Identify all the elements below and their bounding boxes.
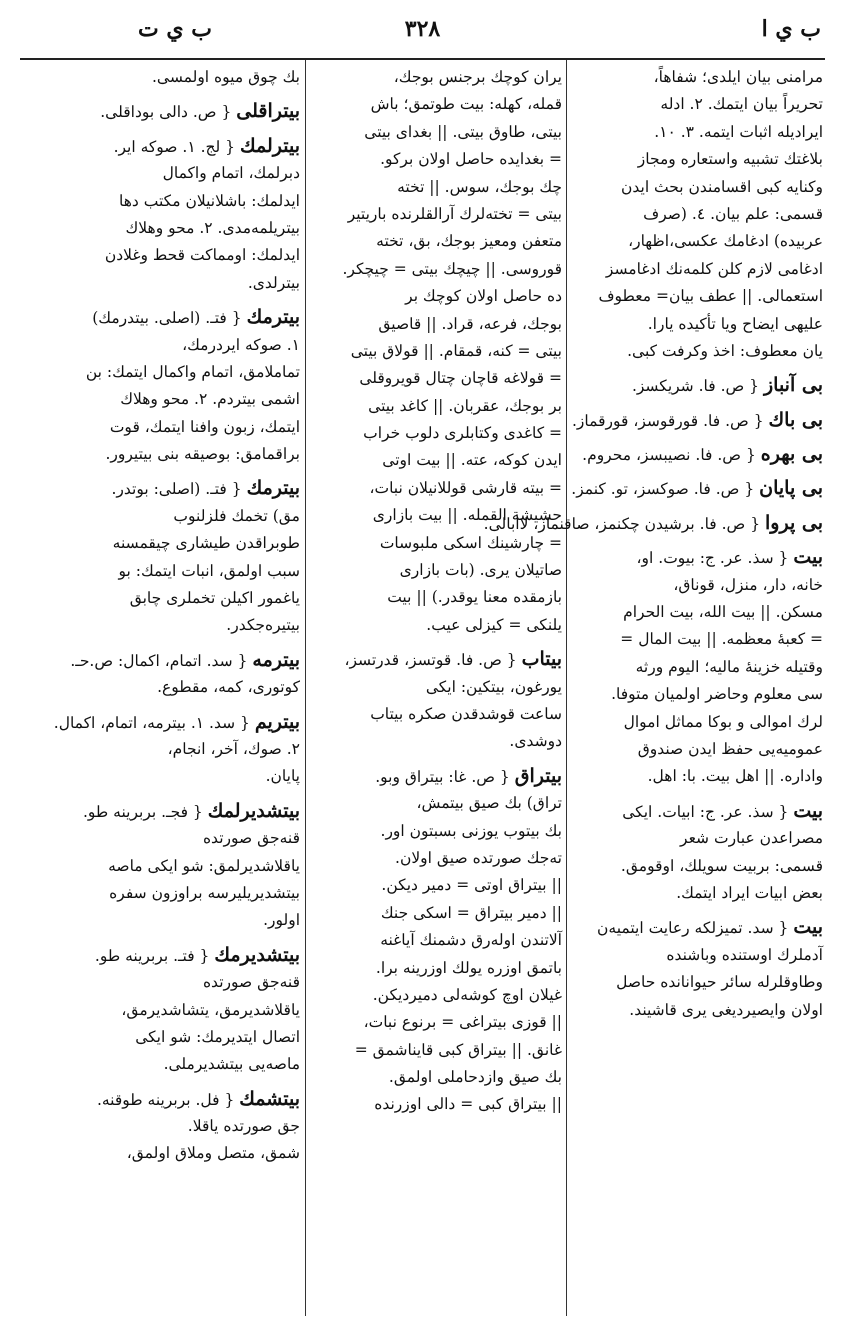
- definition-text: { ص. فا. نصيبسز، محروم.: [582, 446, 756, 465]
- definition-text: چك بوجك، سوس. || تخته: [397, 177, 562, 196]
- entry-text-line: [22, 414, 300, 441]
- entry-text-line: [22, 1051, 300, 1078]
- entry-text-line: [22, 907, 300, 934]
- definition-text: ايدلمك: باشلانيلان مكتب دها: [119, 191, 300, 210]
- entry-text-line: [310, 91, 562, 118]
- definition-text: عربيده) ادغامك عكسى،اظهار،: [628, 232, 823, 251]
- entry-text-line: [310, 174, 562, 201]
- entry-text-line: [571, 880, 823, 907]
- definition-text: غيلان اوچ كوشه‌لى دميرديكن.: [372, 985, 562, 1004]
- entry-text-line: [571, 228, 823, 255]
- definition-text: ايدلمك: اومماكت قحط وغلادن: [104, 246, 300, 265]
- entry-text-line: [571, 825, 823, 852]
- entry-headword-line: [22, 133, 300, 160]
- entry-text-line: [22, 188, 300, 215]
- definition-text: استعمالى. || عطف بيان= معطوف: [598, 287, 823, 306]
- definition-text: قمله، كهله: بيت طوتمق؛ باش: [370, 95, 562, 114]
- entry-text-line: [310, 119, 562, 146]
- entry-text-line: [22, 763, 300, 790]
- entry-text-line: [310, 701, 562, 728]
- entry-text-line: [571, 709, 823, 736]
- entry-headword-line: [571, 372, 823, 399]
- definition-text: بيتشديريليرسه براوزون سفره: [109, 883, 300, 902]
- definition-text: بك چوق ميوه اولمسى.: [151, 68, 300, 86]
- entry-text-line: [571, 64, 823, 91]
- entry-text-line: [22, 64, 300, 91]
- definition-text: { فتـ. (اصلى. بيتدرمك): [92, 309, 242, 328]
- definition-text: مسكن. || بيت الله، بيت الحرام: [623, 603, 823, 622]
- entry-text-line: [22, 880, 300, 907]
- entry-text-line: [571, 311, 823, 338]
- entry-gap: [22, 297, 300, 304]
- entry-gap: [571, 434, 823, 441]
- entry-text-line: [571, 853, 823, 880]
- headword: بيتاب: [521, 648, 562, 671]
- column-divider-left: [305, 60, 306, 1316]
- entry-headword-line: [310, 646, 562, 673]
- entry-gap: [571, 791, 823, 798]
- entry-text-line: [310, 256, 562, 283]
- entry-text-line: [310, 557, 562, 584]
- entry-text-line: [571, 626, 823, 653]
- entry-text-line: [310, 338, 562, 365]
- definition-text: بيتى = كنه، قمقام. || قولاق بيتى: [350, 341, 562, 360]
- definition-text: { سذ. عر. ج: ابيات. ايكى: [622, 802, 789, 821]
- definition-text: سبب اولمق، انبات ايتمك: بو: [118, 561, 300, 580]
- entry-text-line: [310, 447, 562, 474]
- entry-gap: [22, 640, 300, 647]
- definition-text: يورغون، بيتكين: ايكى: [425, 677, 562, 696]
- definition-text: { ص. فا. برشيدن چكنمز، صاقنماز، لاابالى.: [483, 514, 761, 533]
- headword: بى باك: [768, 408, 823, 431]
- definition-text: بيتى، طاوق بيتى. || بغداى بيتى: [364, 122, 562, 141]
- entry-text-line: [22, 969, 300, 996]
- entry-text-line: [310, 612, 562, 639]
- definition-text: قنه‌جق صورتده: [202, 973, 300, 992]
- definition-text: قوروسى. || چيچك بيتى = چيچكر.: [342, 259, 562, 278]
- entry-text-line: [22, 612, 300, 639]
- column-middle: [310, 64, 562, 1316]
- headword: بيتراق: [514, 764, 562, 787]
- entry-text-line: [571, 942, 823, 969]
- definition-text: بيترلدى.: [247, 273, 300, 292]
- entry-text-line: [310, 728, 562, 755]
- entry-headword-line: [22, 304, 300, 331]
- definition-text: وطاوقلرله سائر حيوانانده حاصل: [616, 973, 823, 992]
- entry-text-line: [310, 818, 562, 845]
- definition-text: يلنكى = كيزلى عيب.: [426, 615, 562, 634]
- entry-text-line: [22, 359, 300, 386]
- definition-text: آلاتندن اوله‌رق دشمنك آياغنه: [380, 931, 562, 950]
- definition-text: ٢. صوك، آخر، انجام،: [167, 739, 300, 758]
- entry-text-line: [22, 1140, 300, 1167]
- entry-text-line: [22, 332, 300, 359]
- headword: بى بهره: [760, 443, 823, 466]
- entry-text-line: [571, 599, 823, 626]
- entry-text-line: [22, 386, 300, 413]
- definition-text: { لج. ١. صوكه اير.: [113, 137, 236, 156]
- headword: بيتريم: [254, 710, 300, 733]
- definition-text: ته‌جك صورتده صيق اولان.: [395, 848, 562, 867]
- definition-text: خانه، دار، منزل، قوناق،: [673, 575, 823, 594]
- entry-text-line: [310, 530, 562, 557]
- entry-gap: [571, 537, 823, 544]
- entry-headword-line: [22, 1086, 300, 1113]
- entry-gap: [22, 935, 300, 942]
- entry-text-line: [310, 311, 562, 338]
- entry-text-line: [310, 1064, 562, 1091]
- entry-text-line: [310, 228, 562, 255]
- definition-text: صاتيلان يرى. (بات بازارى: [399, 561, 562, 580]
- definition-text: { ص. غا: بيتراق وبو.: [375, 767, 510, 786]
- definition-text: = بيته قارشى قوللانيلان نبات،: [369, 478, 562, 497]
- definition-text: طوبراقدن طيشارى چيقمسنه: [112, 534, 300, 553]
- entry-text-line: [571, 91, 823, 118]
- entry-headword-line: [483, 510, 823, 537]
- definition-text: ١. صوكه ايردرمك،: [182, 335, 300, 354]
- definition-text: حشيشة القمله. || بيت بازارى: [372, 506, 562, 525]
- definition-text: بك بيتوب يوزنى بسبتون اور.: [380, 821, 562, 840]
- definition-text: وقتيله خزينهٔ ماليه؛ اليوم ورثه‌: [635, 657, 823, 676]
- entry-text-line: [310, 146, 562, 173]
- definition-text: سى معلوم وحاضر اولميان متوفا.: [611, 685, 823, 704]
- entry-text-line: [571, 681, 823, 708]
- definition-text: ايتمك، زبون وافنا ايتمك، قوت: [109, 417, 300, 436]
- definition-text: يان معطوف: اخذ وكرفت كبى.: [627, 341, 823, 360]
- entry-gap: [22, 1079, 300, 1086]
- entry-text-line: [571, 174, 823, 201]
- definition-text: { فجـ. بربرينه طو.: [82, 802, 203, 821]
- definition-text: باتمق اوزره يولك اوزرينه برا.: [375, 958, 562, 977]
- entry-text-line: [22, 674, 300, 701]
- definition-text: = قولاغه قاچان چتال قويروقلى: [359, 369, 562, 388]
- definition-text: دبرلمك، اتمام واكمال: [162, 164, 300, 183]
- definition-text: بيتيره‌جكدر.: [226, 616, 300, 635]
- definition-text: { سذ. عر. ج: بيوت. او،: [636, 549, 789, 568]
- definition-text: بازمقده معنا يوقدر.) || بيت: [387, 588, 562, 607]
- entry-gap: [571, 365, 823, 372]
- entry-text-line: [310, 1037, 562, 1064]
- definition-text: بعض ابيات ايراد ايتمك.: [676, 883, 823, 902]
- entry-text-line: [310, 845, 562, 872]
- entry-text-line: [22, 585, 300, 612]
- headword: بيتشمك: [239, 1087, 300, 1110]
- definition-text: اشمى بيتردم. ٢. محو وهلاك: [120, 390, 300, 409]
- headword: بيت: [793, 546, 823, 569]
- definition-text: { ص. فا. قوتسز، قدرتسز،: [344, 651, 517, 670]
- definition-text: { سد. تميزلكه رعايت ايتميه‌ن: [597, 919, 789, 938]
- entry-text-line: [22, 270, 300, 297]
- definition-text: بوجك، فرعه، قراد. || قاصيق: [378, 314, 562, 333]
- entry-text-line: [310, 674, 562, 701]
- entry-text-line: [22, 242, 300, 269]
- entry-text-line: [310, 955, 562, 982]
- entry-headword-line: [22, 647, 300, 674]
- entry-text-line: [571, 572, 823, 599]
- headword: بيت: [793, 799, 823, 822]
- page-number: ٣٢٨: [404, 16, 441, 42]
- entry-text-line: [22, 736, 300, 763]
- entry-text-line: [310, 283, 562, 310]
- definition-text: ياغمور اكيلن تخملرى چابق: [129, 589, 300, 608]
- definition-text: || دمير بيتراق = اسكى جنك: [380, 903, 562, 922]
- definition-text: || بيتراق اوتى = دمير ديكن.: [381, 876, 562, 895]
- definition-text: اولور.: [263, 911, 300, 930]
- entry-gap: [22, 791, 300, 798]
- definition-text: ايراديله اثبات ايتمه. ٣. ١٠.: [654, 122, 823, 141]
- entry-gap: [571, 468, 823, 475]
- definition-text: تماملامق، اتمام واكمال ايتمك: بن: [85, 362, 300, 381]
- entry-text-line: [310, 927, 562, 954]
- entry-text-line: [571, 736, 823, 763]
- entry-text-line: [22, 825, 300, 852]
- headword: بيترمك: [246, 477, 300, 500]
- entry-text-line: [571, 283, 823, 310]
- entry-text-line: [571, 763, 823, 790]
- headword: بى پروا: [765, 511, 823, 534]
- entry-headword-line: [22, 942, 300, 969]
- entry-text-line: [310, 900, 562, 927]
- definition-text: بيتى = تخته‌لرك آرالقلرنده باريتير: [347, 204, 562, 223]
- entry-text-line: [310, 201, 562, 228]
- definition-text: شمق، متصل وملاق اولمق،: [126, 1144, 300, 1163]
- definition-text: قسمى: علم بيان. ٤. (صرف: [643, 204, 823, 223]
- entry-text-line: [310, 365, 562, 392]
- definition-text: ساعت قوشدقدن صكره بيتاب: [370, 704, 562, 723]
- entry-text-line: [310, 872, 562, 899]
- entry-headword-line: [571, 407, 823, 434]
- entry-gap: [310, 756, 562, 763]
- definition-text: تحريراً بيان ايتمك. ٢. ادله: [660, 95, 823, 114]
- headword: بيترمه: [252, 648, 300, 671]
- definition-text: = كاغدى وكتابلرى دلوب خراب: [363, 424, 562, 443]
- definition-text: عليهى ايضاح ويا تأكيده يارا.: [647, 314, 823, 333]
- definition-text: بر بوجك، عقربان. || كاغد بيتى: [368, 396, 562, 415]
- definition-text: غانق. || بيتراق كبى قايناشمق =: [354, 1040, 562, 1059]
- definition-text: اولان وايصيرديغى يرى قاشيند.: [629, 1000, 823, 1019]
- definition-text: = كعبهٔ معظمه. || بيت المال =: [620, 630, 823, 649]
- header-left-guide: ب ي ت: [138, 16, 212, 42]
- entry-text-line: [571, 201, 823, 228]
- headword: بى آنباز: [763, 374, 823, 397]
- definition-text: ماصه‌يى بيتشديرملى.: [163, 1055, 300, 1074]
- entry-text-line: [310, 420, 562, 447]
- entry-text-line: [310, 584, 562, 611]
- entry-headword-line: [571, 475, 823, 502]
- definition-text: ياقلاشديرمق، يتشاشديرمق،: [121, 1000, 300, 1019]
- entry-text-line: [22, 160, 300, 187]
- definition-text: براقمامق: بوصيقه بنى بيتيرور.: [105, 445, 300, 464]
- entry-headword-line: [22, 98, 300, 125]
- definition-text: مصراعدن عبارت شعر: [680, 829, 823, 848]
- definition-text: { سد. ١. بيترمه، اتمام، اكمال.: [53, 713, 250, 732]
- definition-text: بلاغتك تشبيه واستعاره ومجاز: [637, 150, 823, 169]
- headword: بيترمك: [246, 306, 300, 329]
- definition-text: { فتـ. (اصلى: بوتدر.: [111, 480, 242, 499]
- entry-text-line: [22, 1113, 300, 1140]
- headword: بيتراقلى: [236, 100, 300, 123]
- entry-gap: [571, 400, 823, 407]
- entry-headword-line: [571, 441, 823, 468]
- entry-text-line: [571, 969, 823, 996]
- entry-text-line: [22, 997, 300, 1024]
- entry-text-line: [22, 503, 300, 530]
- definition-text: { ص. دالى بوداقلى.: [100, 103, 232, 122]
- definition-text: جق صورتده ياقلا.: [187, 1117, 300, 1136]
- definition-text: || بيتراق كبى = دالى اوزرنده: [374, 1095, 562, 1114]
- entry-text-line: [310, 790, 562, 817]
- entry-headword-line: [310, 763, 562, 790]
- entry-text-line: [571, 654, 823, 681]
- entry-text-line: [310, 475, 562, 502]
- definition-text: ياقلاشديرلمق: شو ايكى ماصه: [108, 856, 300, 875]
- headword: بيتشديرمك: [214, 943, 300, 966]
- entry-text-line: [310, 982, 562, 1009]
- headword: بيترلمك: [239, 134, 300, 157]
- entry-text-line: [22, 215, 300, 242]
- definition-text: { ص. فا. شريكسز.: [631, 377, 760, 396]
- definition-text: مرامنى بيان ايلدى؛ شفاهاً،: [653, 68, 823, 86]
- entry-headword-line: [571, 544, 823, 571]
- headword: بيت: [793, 916, 823, 939]
- definition-text: آدملرك اوستنده وباشنده: [666, 945, 823, 964]
- definition-text: عموميه‌يى حفظ ايدن صندوق: [637, 739, 823, 758]
- entry-headword-line: [571, 914, 823, 941]
- definition-text: بك صيق وازدحاملى اولمق.: [388, 1068, 562, 1087]
- definition-text: واداره. || اهل بيت. با: اهل.: [647, 767, 823, 786]
- definition-text: { سد. اتمام، اكمال: ص.حـ.: [70, 651, 248, 670]
- entry-gap: [22, 468, 300, 475]
- definition-text: تراق) بك صيق بيتمش،: [416, 794, 562, 813]
- entry-headword-line: [571, 798, 823, 825]
- entry-text-line: [22, 441, 300, 468]
- entry-headword-line: [22, 798, 300, 825]
- definition-text: = بغدايده حاصل اولان بركو.: [380, 150, 562, 169]
- definition-text: || قوزى بيتراغى = برنوع نبات،: [363, 1013, 562, 1032]
- headword: بيتشديرلمك: [207, 799, 300, 822]
- definition-text: { فل. بربرينه طوقنه.: [96, 1090, 235, 1109]
- entry-text-line: [310, 502, 562, 529]
- entry-text-line: [310, 1009, 562, 1036]
- definition-text: دوشدى.: [509, 732, 562, 751]
- entry-text-line: [571, 119, 823, 146]
- entry-text-line: [310, 64, 562, 91]
- entry-gap: [22, 702, 300, 709]
- entry-text-line: [22, 853, 300, 880]
- definition-text: بيتريلمه‌مدى. ٢. محو وهلاك: [125, 218, 300, 237]
- definition-text: وكنايه كبى اقسامندن بحث ايدن: [620, 177, 823, 196]
- definition-text: { ص. فا. قورقوسز، قورقماز.: [572, 411, 764, 430]
- definition-text: كوتورى، كمه، مقطوع.: [157, 678, 300, 697]
- definition-text: لرك اموالى و بوكا مماثل اموال: [623, 712, 823, 731]
- entry-gap: [22, 91, 300, 98]
- entry-headword-line: [22, 709, 300, 736]
- entry-gap: [22, 126, 300, 133]
- column-divider-right: [566, 60, 567, 1316]
- definition-text: ده حاصل اولان كوچك بر: [405, 287, 562, 306]
- entry-text-line: [571, 997, 823, 1024]
- entry-text-line: [22, 558, 300, 585]
- definition-text: مق) تخمك فلزلنوب: [173, 506, 300, 525]
- definition-text: اتصال ايتديرمك: شو ايكى: [135, 1027, 300, 1046]
- definition-text: { ص. فا. صوكسز، تو. كنمز.: [571, 480, 755, 499]
- definition-text: ادغامى لازم كلن كلمه‌نك ادغامسز: [605, 259, 823, 278]
- column-left: [22, 64, 300, 1316]
- definition-text: ايدن كوكه، عته. || بيت اوتى: [382, 451, 562, 470]
- headword: بى پايان: [759, 477, 823, 500]
- definition-text: پايان.: [265, 767, 300, 786]
- definition-text: قنه‌جق صورتده: [202, 829, 300, 848]
- entry-headword-line: [22, 475, 300, 502]
- header-right-guide: ب ي ا: [761, 16, 821, 42]
- definition-text: = چارشينك اسكى ملبوسات: [379, 533, 562, 552]
- entry-text-line: [571, 256, 823, 283]
- entry-text-line: [310, 1091, 562, 1118]
- definition-text: قسمى: بربيت سويلك، اوقومق.: [620, 856, 823, 875]
- entry-text-line: [22, 530, 300, 557]
- definition-text: { فتـ. بربرينه طو.: [94, 946, 210, 965]
- entry-text-line: [22, 1024, 300, 1051]
- page-header: [20, 6, 825, 60]
- entry-gap: [310, 639, 562, 646]
- entry-text-line: [310, 393, 562, 420]
- entry-text-line: [571, 338, 823, 365]
- entry-text-line: [571, 146, 823, 173]
- entry-gap: [571, 907, 823, 914]
- definition-text: يران كوچك برجنس بوجك،: [393, 68, 562, 86]
- definition-text: متعفن ومعيز بوجك، بق، تخته: [376, 232, 562, 251]
- entry-gap: [571, 503, 823, 510]
